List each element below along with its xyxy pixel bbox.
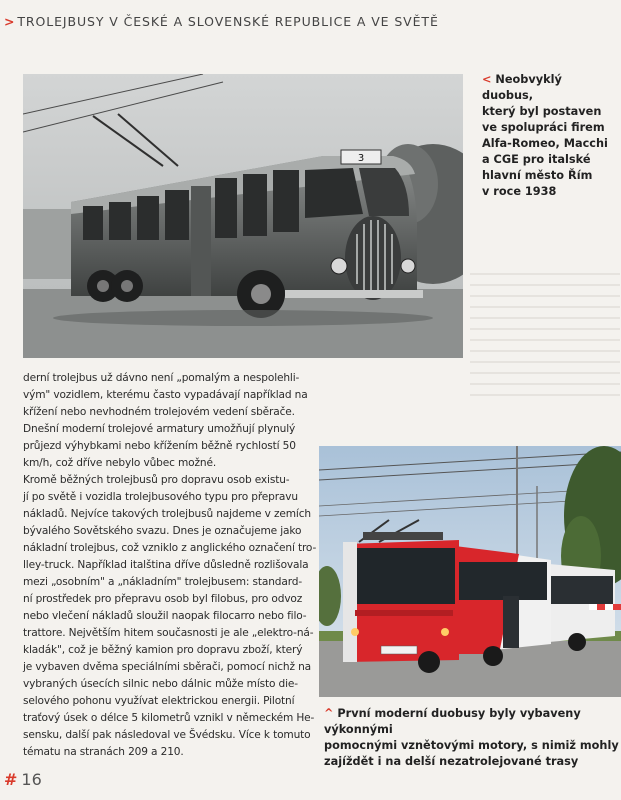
photo1-caption xyxy=(482,72,614,200)
body-line: nebo vlečení nákladů sloužil naopak filocarro nebo filo- xyxy=(23,610,307,622)
faint-line xyxy=(470,361,620,363)
body-line: vybraných úsecích silnic nebo dálnic může místo die- xyxy=(23,678,298,690)
caption1-line: který byl postaven xyxy=(482,105,602,118)
body-line: lley-truck. Například italština dříve důsledně rozlišovala xyxy=(23,559,309,571)
body-line: bývalého Sovětského svazu. Dnes je označujeme jako xyxy=(23,525,302,537)
destination-sign-text: 3 xyxy=(357,153,365,164)
body-line: je vybaven dvěma speciálními sběrači, pomocí nichž na xyxy=(23,661,312,673)
header-title: TROLEJBUSY V ČESKÉ A SLOVENSKÉ REPUBLICE A VE SVĚTĚ xyxy=(17,14,439,29)
body-line: mezi „osobním" a „nákladním" trolejbusem: standard- xyxy=(23,576,302,588)
body-line: trattore. Největším hitem současnosti je ale „elektro-ná- xyxy=(23,627,314,639)
body-line: jí po světě i vozidla trolejbusového typu pro přepravu xyxy=(23,491,298,503)
body-line: vým" vozidlem, kterému často vypadávají například na xyxy=(23,389,308,401)
faint-line xyxy=(470,350,620,352)
page-number xyxy=(4,770,42,789)
faint-line xyxy=(470,295,620,297)
faint-line xyxy=(470,328,620,330)
body-line: derní trolejbus už dávno není „pomalým a nespolehli- xyxy=(23,372,300,384)
faint-line xyxy=(470,306,620,308)
hash-icon: # xyxy=(4,770,18,789)
body-line: traťový úsek o délce 5 kilometrů vznikl v německém He- xyxy=(23,712,315,724)
faint-line xyxy=(470,372,620,374)
chevron-right-icon: > xyxy=(4,14,16,29)
body-line: sensku, další pak následoval ve Švédsku. Více k tomuto xyxy=(23,729,311,741)
faint-line xyxy=(470,394,620,396)
body-line: Dnešní moderní trolejové armatury umožňují plynulý xyxy=(23,423,296,435)
body-line: nákladní trolejbus, což vzniklo z anglického označení tro- xyxy=(23,542,317,554)
caption2-line: pomocnými vznětovými motory, s nimiž mohly xyxy=(324,739,619,752)
photo2-caption xyxy=(324,706,620,770)
caption1-line: ve spolupráci firem xyxy=(482,121,605,134)
body-line: kladák", což je běžný kamion pro dopravu zboží, který xyxy=(23,644,303,656)
body-line: Kromě běžných trolejbusů pro dopravu osob existu- xyxy=(23,474,290,486)
faint-line xyxy=(470,284,620,286)
caption1-line: a CGE pro italské xyxy=(482,153,591,166)
body-text xyxy=(23,370,317,761)
caption1-line: Neobvyklý duobus, xyxy=(482,73,562,102)
photo-modern-duobus xyxy=(319,446,621,697)
faint-line xyxy=(470,317,620,319)
caption1-line: hlavní město Řím xyxy=(482,169,593,182)
body-line: ní prostředek pro přepravu osob byl filobus, pro odvoz xyxy=(23,593,303,605)
photo-vintage-duobus xyxy=(23,74,463,358)
body-line: selového pohonu využívat elektrickou energii. Pilotní xyxy=(23,695,295,707)
caption1-line: Alfa-Romeo, Macchi xyxy=(482,137,608,150)
faint-line xyxy=(470,273,620,275)
page-number-value: 16 xyxy=(21,770,42,789)
faint-line xyxy=(470,383,620,385)
chevron-up-icon: ^ xyxy=(324,707,334,720)
body-line: křížení nebo nevhodném trolejovém vedení sběrače. xyxy=(23,406,295,418)
show-through-text xyxy=(470,264,620,414)
body-line: km/h, což dříve nebylo vůbec možné. xyxy=(23,457,217,469)
caption2-line: První moderní duobusy byly vybaveny výkonnými xyxy=(324,707,581,736)
running-header xyxy=(4,14,604,29)
body-line: tématu na stranách 209 a 210. xyxy=(23,746,184,758)
faint-line xyxy=(470,339,620,341)
chevron-left-icon: < xyxy=(482,73,492,86)
body-line: průjezd výhybkami nebo křížením běžně rychlostí 50 xyxy=(23,440,296,452)
caption2-line: zajíždět i na delší nezatrolejované trasy xyxy=(324,755,579,768)
body-line: nákladů. Nejvíce takových trolejbusů najdeme v zemích xyxy=(23,508,311,520)
caption1-line: v roce 1938 xyxy=(482,185,557,198)
